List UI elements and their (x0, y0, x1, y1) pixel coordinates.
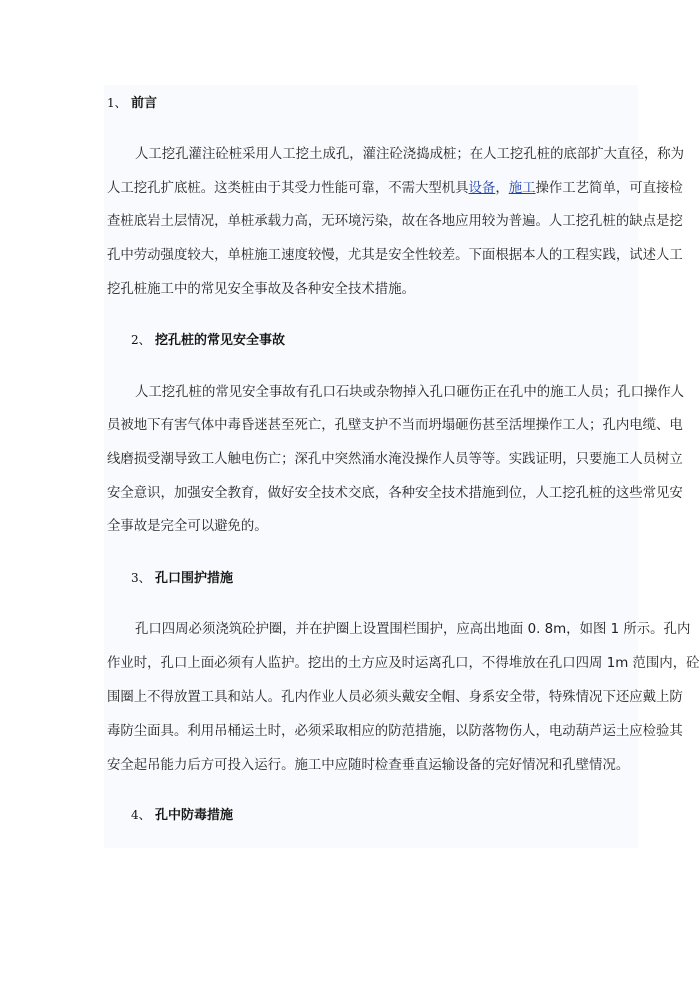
text: 人工挖孔扩底桩。这类桩由于其受力性能可靠，不需大型机具 (107, 181, 469, 196)
paragraph-line: 安全意识，加强安全教育，做好安全技术交底，各种安全技术措施到位，人工挖孔桩的这些常见安 (107, 486, 683, 501)
section-heading-2 (131, 330, 285, 351)
section-heading-3 (131, 568, 233, 589)
section-heading-1 (107, 93, 157, 114)
paragraph-line: 人工挖孔灌注砼桩采用人工挖土成孔，灌注砼浇捣成桩；在人工挖孔桩的底部扩大直径，称为 (135, 147, 685, 162)
document-page (104, 85, 700, 848)
text: 操作工艺简单，可直接检 (535, 181, 683, 196)
paragraph-line: 线磨损受潮导致工人触电伤亡；深孔中突然涌水淹没操作人员等等。实践证明，只要施工人员树立 (107, 452, 683, 467)
section-number: 1、 (107, 96, 127, 110)
section-title: 挖孔桩的常见安全事故 (155, 333, 286, 348)
paragraph-line: 围圈上不得放置工具和站人。孔内作业人员必须头戴安全帽、身系安全带，特殊情况下还应戴上防 (107, 690, 683, 705)
paragraph-line: 安全起吊能力后方可投入运行。施工中应随时检查垂直运输设备的完好情况和孔壁情况。 (107, 758, 630, 773)
paragraph-line: 查桩底岩土层情况，单桩承载力高，无环境污染，故在各地应用较为普遍。人工挖孔桩的缺点是挖 (107, 214, 683, 229)
paragraph-line: 孔口四周必须浇筑砼护圈，并在护圈上设置围栏围护，应高出地面 0. 8m，如图 1 所示。孔内 (135, 622, 691, 637)
section-title: 孔口围护措施 (155, 571, 234, 586)
section-title: 孔中防毒措施 (155, 808, 234, 823)
paragraph-line: 作业时，孔口上面必须有人监护。挖出的土方应及时运离孔口，不得堆放在孔口四周 1m 范围内，砼 (107, 656, 700, 671)
paragraph-line: 员被地下有害气体中毒昏迷甚至死亡，孔壁支护不当而坍塌砸伤甚至活埋操作工人；孔内电缆、电 (107, 418, 683, 433)
section-title: 前言 (131, 96, 158, 111)
section-number: 4、 (131, 808, 151, 822)
paragraph-line: 全事故是完全可以避免的。 (107, 519, 268, 534)
link-construction[interactable]: 施工 (508, 181, 536, 196)
section-number: 3、 (131, 571, 151, 585)
section-number: 2、 (131, 333, 151, 347)
paragraph-line: 孔中劳动强度较大，单桩施工速度较慢，尤其是安全性较差。下面根据本人的工程实践，试述人工 (107, 248, 683, 263)
section-heading-4 (131, 805, 233, 826)
paragraph-line: 挖孔桩施工中的常见安全事故及各种安全技术措施。 (107, 282, 415, 297)
link-equipment[interactable]: 设备 (468, 181, 496, 196)
paragraph-line (107, 179, 683, 199)
paragraph-line: 人工挖孔桩的常见安全事故有孔口石块或杂物掉入孔口砸伤正在孔中的施工人员；孔口操作人 (135, 385, 685, 400)
text: ， (495, 181, 509, 196)
paragraph-line: 毒防尘面具。利用吊桶运土时，必须采取相应的防范措施，以防落物伤人，电动葫芦运土应检验其 (107, 724, 683, 739)
